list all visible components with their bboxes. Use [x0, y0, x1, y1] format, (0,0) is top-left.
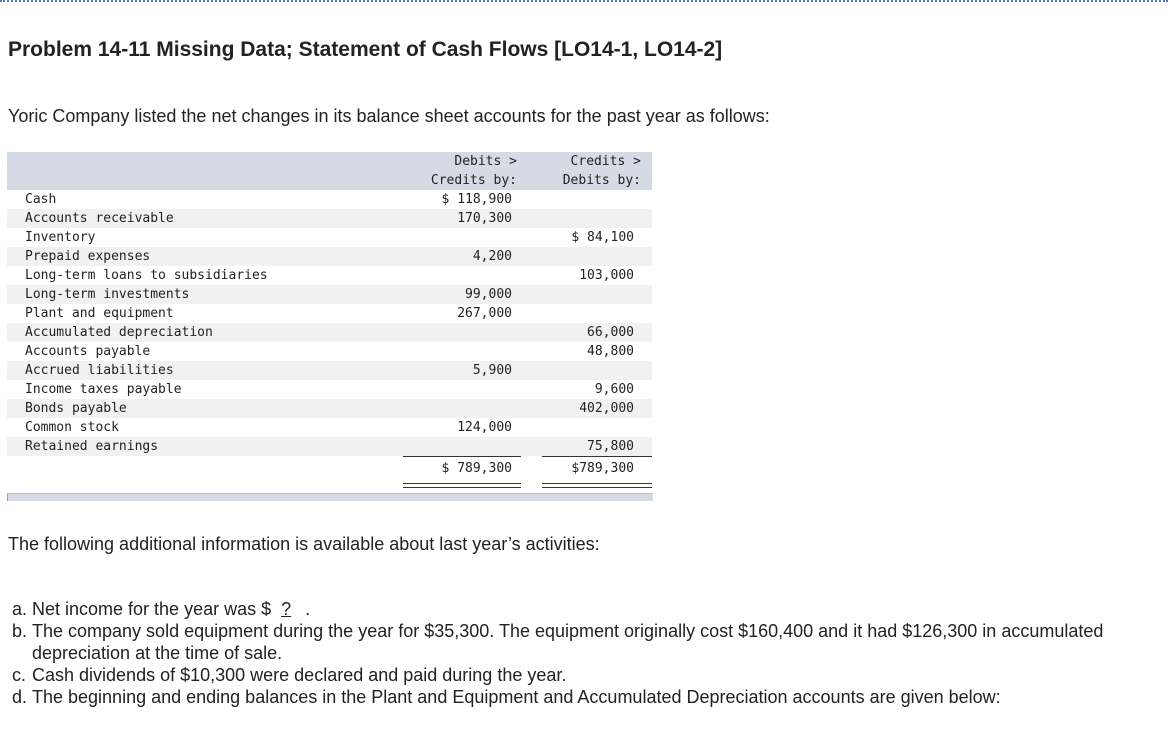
- table-header: [7, 152, 652, 190]
- table-row: [7, 418, 652, 437]
- table-row: [7, 380, 652, 399]
- credit-value: 402,000: [579, 401, 634, 416]
- account-name: Common stock: [25, 420, 119, 435]
- list-item: c. Cash dividends of $10,300 were declared and paid during the year.: [12, 665, 567, 685]
- list-item: d. The beginning and ending balances in the Plant and Equipment and Accumulated Depreciation accounts are given below:: [12, 687, 1001, 707]
- table-row: [7, 285, 652, 304]
- table-row: [7, 342, 652, 361]
- credit-value: $ 84,100: [571, 230, 634, 245]
- debit-value: 170,300: [457, 211, 512, 226]
- account-name: Accounts payable: [25, 344, 151, 359]
- table-row: [7, 323, 652, 342]
- account-name: Prepaid expenses: [25, 249, 151, 264]
- account-name: Income taxes payable: [25, 382, 182, 397]
- table-row: [7, 209, 652, 228]
- debit-value: $ 118,900: [441, 192, 512, 207]
- credit-total: $789,300: [571, 461, 634, 476]
- additional-info-list: [12, 598, 1162, 708]
- list-item: a. Net income for the year was $ ? .: [12, 599, 311, 619]
- account-name: Bonds payable: [25, 401, 127, 416]
- table-row: [7, 304, 652, 323]
- credit-value: 103,000: [579, 268, 634, 283]
- credit-value: 9,600: [594, 382, 634, 397]
- debit-total: $ 789,300: [441, 461, 512, 476]
- intro-text: Yoric Company listed the net changes in its balance sheet accounts for the past year as follows:: [8, 106, 770, 126]
- table-row: [7, 228, 652, 247]
- page-title: Problem 14-11 Missing Data; Statement of Cash Flows [LO14-1, LO14-2]: [8, 38, 723, 61]
- table-row: [7, 437, 652, 456]
- debit-value: 4,200: [472, 249, 512, 264]
- table-row: [7, 190, 652, 209]
- table-row: [7, 361, 652, 380]
- credit-value: 66,000: [587, 325, 634, 340]
- credit-double-underline: [542, 483, 652, 488]
- table-row: [7, 247, 652, 266]
- account-name: Long-term investments: [25, 287, 190, 302]
- debit-value: 267,000: [457, 306, 512, 321]
- net-income-blank: ?: [281, 599, 292, 619]
- top-dotted-border: [0, 0, 1168, 2]
- credit-value: 48,800: [587, 344, 634, 359]
- debit-double-underline: [403, 483, 521, 488]
- totals-row: [7, 456, 652, 483]
- account-name: Accumulated depreciation: [25, 325, 213, 340]
- list-item: b. The company sold equipment during the year for $35,300. The equipment originally cost $160,400 and it had $126,300 in accumulated depreciation at the time of sale.: [12, 621, 1104, 663]
- additional-info-heading: The following additional information is available about last year’s activities:: [8, 534, 600, 554]
- debit-value: 99,000: [465, 287, 512, 302]
- table-footer-bar: [7, 493, 653, 501]
- credit-value: 75,800: [587, 439, 634, 454]
- credits-column-header: Credits > Debits by:: [562, 154, 641, 188]
- debit-value: 5,900: [472, 363, 512, 378]
- account-name: Long-term loans to subsidiaries: [25, 268, 268, 283]
- balance-changes-table: [7, 152, 652, 483]
- account-name: Plant and equipment: [25, 306, 174, 321]
- debit-value: 124,000: [457, 420, 512, 435]
- account-name: Cash: [25, 192, 57, 207]
- table-row: [7, 266, 652, 285]
- table-row: [7, 399, 652, 418]
- account-name: Accrued liabilities: [25, 363, 174, 378]
- account-name: Accounts receivable: [25, 211, 174, 226]
- debits-column-header: Debits > Credits by:: [430, 154, 517, 188]
- account-name: Retained earnings: [25, 439, 159, 454]
- account-name: Inventory: [25, 230, 96, 245]
